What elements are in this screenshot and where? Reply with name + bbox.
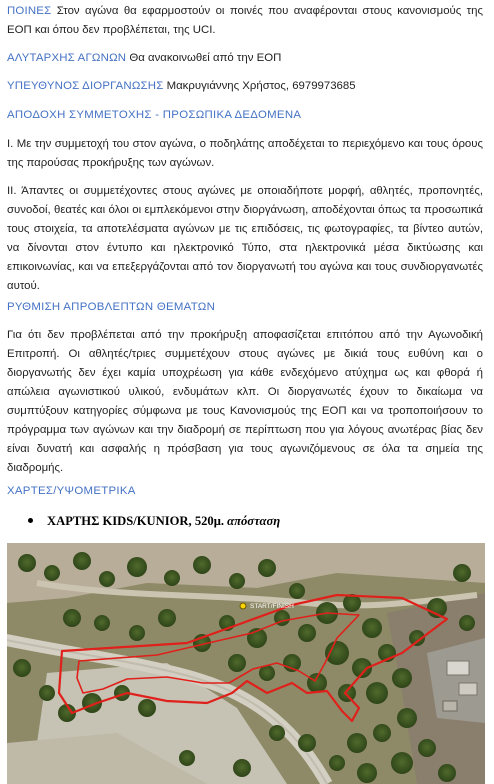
- start-finish-label: START/FINISH: [250, 603, 294, 610]
- acceptance-heading: ΑΠΟΔΟΧΗ ΣΥΜΜΕΤΟΧΗΣ - ΠΡΟΣΩΠΙΚΑ ΔΕΔΟΜΕΝΑ: [7, 109, 302, 121]
- penalties-text: Στον αγώνα θα εφαρμοστούν οι ποινές που αναφέρονται στους κανονισμούς της ΕΟΠ και όπου δεν προβλέπεται, της UCI.: [7, 5, 483, 36]
- bullet-icon: [28, 518, 33, 523]
- unforeseen-paragraph: Για ότι δεν προβλέπεται από την προκήρυξη αποφασίζεται επιτόπου από την Αγωνοδική Επιτροπή. Οι αθλητές/τριες συμμετέχουν στους αγώνες με δικιά τους ευθύνη και ο διοργανωτής δεν έχει καμία υποχρέωση για κάθε ενδεχόμενο ατύχημα ως και φθορά ή απώλεια αγωνιστικού υλικού, ενδυμάτων κλπ. Οι διοργανωτές έχουν το δικαίωμα να συμπτύξουν κατηγορίες σύμφωνα με τους Κανονισμούς της ΕΟΠ και να τροποποιήσουν το πρόγραμμα των αγώνων και την διαδρομή σε περίπτωση που για λόγους ανωτέρας βίας δεν είναι δυνατή και ασφαλής η πρόσβαση για τους αγωνιζόμενους σε όλα τα σημεία της διαδρομής.: [7, 329, 483, 474]
- penalties-heading: ΠΟΙΝΕΣ: [7, 5, 52, 17]
- organizer-text: Μακρυγιάννης Χρήστος, 6979973685: [166, 80, 356, 92]
- chief-judge-heading: ΑΛΥΤΑΡΧΗΣ ΑΓΩΝΩΝ: [7, 52, 127, 64]
- penalties-paragraph: [7, 2, 483, 40]
- acceptance-para-2: ΙΙ. Άπαντες οι συμμετέχοντες στους αγώνες με οποιαδήποτε μορφή, αθλητές, προπονητές, συνοδοί, θεατές και όλοι οι εμπλεκόμενοι στην διοργάνωση, αποδέχονται όπως τα προσωπικά τους στοιχεία, τα αποτελέσματα αγώνων με τις επιδόσεις, τις φωτογραφίες, τα βίντεο αυτών, να δίνονται στον έντυπο και ηλεκτρονικό Τύπο, στα ηλεκτρονικά μέσα δικτύωσης και επικοινωνίας, και να επεξεργάζονται από τον διοργανωτή του αγώνα και τους συνδιοργανωτές αυτού.: [7, 185, 483, 292]
- organizer-heading: ΥΠΕΥΘΥΝΟΣ ΔΙΟΡΓΑΝΩΣΗΣ: [7, 80, 164, 92]
- unforeseen-heading: ΡΥΘΜΙΣΗ ΑΠΡΟΒΛΕΠΤΩΝ ΘΕΜΑΤΩΝ: [7, 301, 216, 313]
- map-list-item: [28, 512, 280, 531]
- organizer-paragraph: [7, 77, 483, 96]
- map-item-title: ΧΑΡΤΗΣ KIDS/KUNIOR, 520μ.: [47, 514, 225, 528]
- map-item-subtitle: απόσταση: [227, 514, 281, 528]
- route-map-image: [7, 543, 485, 784]
- acceptance-para-1: Ι. Με την συμμετοχή του στον αγώνα, ο ποδηλάτης αποδέχεται το περιεχόμενο και τους όρους της παρούσας προκήρυξης των αγώνων.: [7, 138, 483, 169]
- chief-judge-paragraph: [7, 49, 483, 68]
- chief-judge-text: Θα ανακοινωθεί από την ΕΟΠ: [129, 52, 282, 64]
- aerial-map-graphic: [7, 543, 485, 784]
- maps-heading: ΧΑΡΤΕΣ/ΥΨΟΜΕΤΡΙΚΑ: [7, 485, 136, 497]
